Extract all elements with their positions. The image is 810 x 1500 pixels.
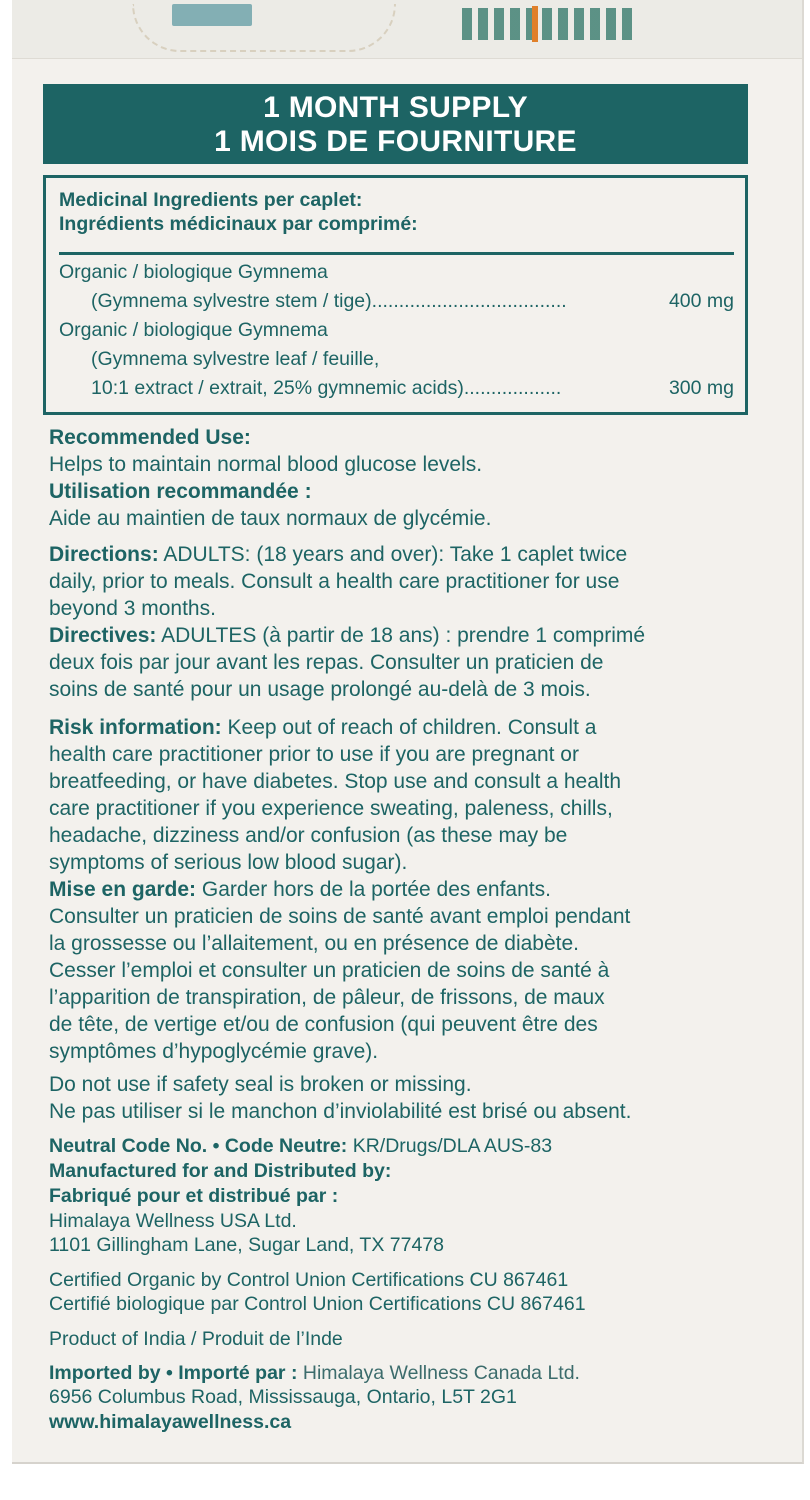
ingredient-2-detail-text: 10:1 extract / extrait, 25% gymnemic acids)..................: [91, 377, 562, 399]
ingredients-divider: [59, 252, 734, 255]
ingredient-1-detail-text: (Gymnema sylvestre stem / tige)....................................: [91, 290, 567, 312]
caution-line-6: de tête, de vertige et/ou de confusion (qui peuvent être des: [49, 1013, 598, 1036]
caution-line-4: Cesser l’emploi et consulter un praticien de soins de santé à: [49, 959, 610, 982]
ingredients-box: [43, 175, 748, 415]
organic-seal-graphic: [132, 4, 396, 52]
ingredients-header-fr: Ingrédients médicinaux par comprimé:: [59, 213, 418, 235]
certification-en: Certified Organic by Control Union Certifications CU 867461: [49, 1269, 569, 1291]
risk-line-5: headache, dizziness and/or confusion (as these may be: [49, 824, 568, 847]
supply-title-en: 1 MONTH SUPPLY: [263, 91, 528, 124]
supply-title-fr: 1 MOIS DE FOURNITURE: [214, 125, 577, 158]
manufacturer-company: Himalaya Wellness USA Ltd.: [49, 1210, 297, 1232]
risk-line-6: symptoms of serious low blood sugar).: [49, 851, 408, 874]
certification-fr: Certifié biologique par Control Union Certifications CU 867461: [49, 1293, 586, 1315]
brand-logo-graphic: [462, 8, 632, 40]
seal-warning-fr: Ne pas utiliser si le manchon d’inviolabilité est brisé ou absent.: [49, 1100, 632, 1123]
importer-line: Imported by • Importé par : Himalaya Wellness Canada Ltd.: [49, 1362, 580, 1384]
importer-address: 6956 Columbus Road, Mississauga, Ontario, L5T 2G1: [49, 1386, 517, 1408]
directions-line-3: beyond 3 months.: [49, 597, 216, 620]
risk-line-2: health care practitioner prior to use if you are pregnant or: [49, 743, 579, 766]
recommended-use-label-en: Recommended Use:: [49, 426, 251, 449]
recommended-use-text-en: Helps to maintain normal blood glucose levels.: [49, 453, 483, 476]
package-top-edge: [12, 0, 802, 59]
directives-line-3: soins de santé pour un usage prolongé au-delà de 3 mois.: [49, 678, 591, 701]
caution-line-1: Mise en garde: Garder hors de la portée des enfants.: [49, 878, 551, 901]
caution-line-3: la grossesse ou l’allaitement, ou en présence de diabète.: [49, 932, 580, 955]
ingredients-header: [59, 188, 418, 236]
product-origin: Product of India / Produit de l’Inde: [49, 1328, 343, 1350]
ingredient-1-amount: 400 mg: [668, 290, 734, 312]
supply-banner: [43, 84, 748, 164]
risk-line-1: Risk information: Keep out of reach of children. Consult a: [49, 716, 597, 739]
manufactured-for-fr: Fabriqué pour et distribué par :: [49, 1185, 339, 1207]
caution-line-5: l’apparition de transpiration, de pâleur, de frissons, de maux: [49, 986, 605, 1009]
directives-line-1: Directives: ADULTES (à partir de 18 ans) : prendre 1 comprimé: [49, 624, 646, 647]
ingredient-2-amount: 300 mg: [668, 377, 734, 399]
ingredient-1-name: Organic / biologique Gymnema: [59, 261, 328, 283]
risk-line-4: care practitioner if you experience sweating, paleness, chills,: [49, 797, 613, 820]
ingredient-1-detail: [91, 289, 734, 313]
directives-line-2: deux fois par jour avant les repas. Consulter un praticien de: [49, 651, 604, 674]
ingredient-2-detail-line-1: (Gymnema sylvestre leaf / feuille,: [91, 348, 380, 370]
seal-warning-en: Do not use if safety seal is broken or missing.: [49, 1073, 472, 1096]
recommended-use-label-fr: Utilisation recommandée :: [49, 480, 312, 503]
directions-line-1: Directions: ADULTS: (18 years and over): Take 1 caplet twice: [49, 543, 628, 566]
brand-accent-mark: [532, 6, 538, 42]
manufacturer-address: 1101 Gillingham Lane, Sugar Land, TX 77478: [49, 1234, 444, 1256]
caution-line-7: symptômes d’hypoglycémie grave).: [49, 1040, 379, 1063]
manufactured-for-en: Manufactured for and Distributed by:: [49, 1160, 392, 1182]
caution-line-2: Consulter un praticien de soins de santé avant emploi pendant: [49, 905, 631, 928]
ingredients-header-en: Medicinal Ingredients per caplet:: [59, 189, 363, 211]
neutral-code: Neutral Code No. • Code Neutre: KR/Drugs/DLA AUS-83: [49, 1135, 553, 1157]
recommended-use-text-fr: Aide au maintien de taux normaux de glycémie.: [49, 507, 492, 530]
website-link[interactable]: www.himalayawellness.ca: [49, 1411, 292, 1433]
ingredient-2-name: Organic / biologique Gymnema: [59, 319, 328, 341]
risk-line-3: breatfeeding, or have diabetes. Stop use and consult a health: [49, 770, 622, 793]
directions-line-2: daily, prior to meals. Consult a health care practitioner for use: [49, 570, 620, 593]
ingredient-2-detail-line-2: [91, 376, 734, 400]
